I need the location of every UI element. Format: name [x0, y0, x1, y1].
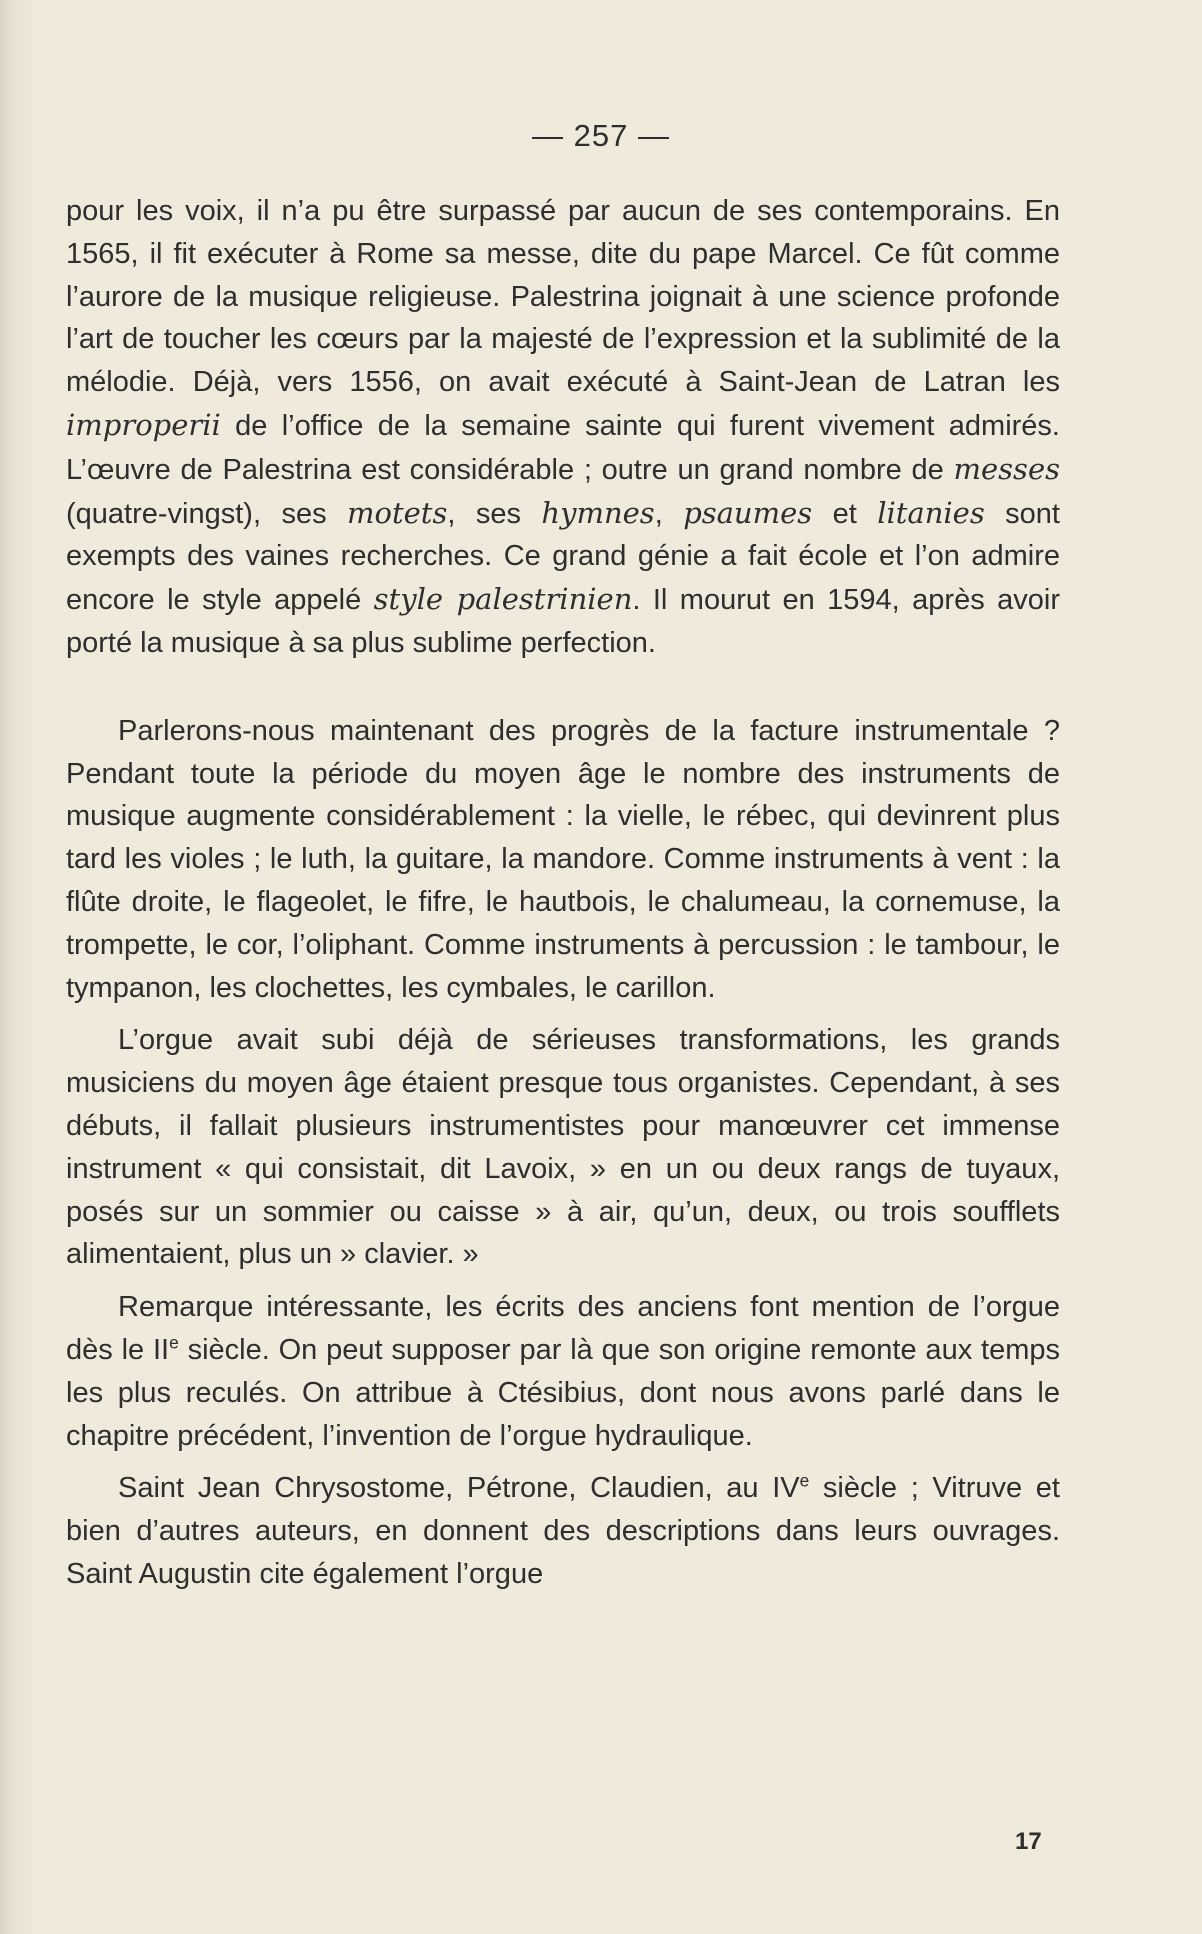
paragraph-orgue: L’orgue avait subi déjà de sérieuses transformations, les grands musiciens du moyen âge étaient presque tous organistes. Cependant, à ses débuts, il fallait plusieurs instrumentistes pour manœuvrer cet immense instrument « qui consistait, dit Lavoix, » en un ou deux rangs de tuyaux, posés sur un sommier ou caisse » à air, qu’un, deux, ou trois soufflets alimentaient, plus un » clavier. »: [66, 1024, 1060, 1271]
italic-term: litanies: [877, 495, 985, 530]
paragraph-instruments: Parlerons-nous maintenant des progrès de la facture instrumentale ? Pendant toute la période du moyen âge le nombre des instruments de musique augmente considérablement : la vielle, le rébec, qui devinrent plus tard les violes ; le luth, la guitare, la mandore. Comme instruments à vent : la flûte droite, le flageolet, le fifre, le hautbois, le chalumeau, la cornemuse, la trompette, le cor, l’oliphant. Comme instruments à percussion : le tambour, le tympanon, les clochettes, les cymbales, le carillon.: [66, 714, 1060, 1004]
paragraph-saint-jean: [66, 1467, 1060, 1595]
italic-term: style palestrinien: [373, 582, 633, 617]
italic-term: improperii: [66, 407, 221, 442]
italic-term: messes: [953, 451, 1060, 486]
italic-term: motets: [347, 495, 448, 530]
text-run: ,: [654, 497, 684, 530]
paragraph-remarque: [66, 1286, 1060, 1457]
text-run: siècle. On peut supposer par là que son origine remonte aux temps les plus reculés. On attribue à Ctésibius, dont nous avons parlé dans le chapitre précédent, l’invention de l’orgue hydraulique.: [66, 1333, 1060, 1452]
text-run: (quatre-vingst), ses: [66, 497, 348, 530]
text-run: Remarque intéressante, les écrits des anciens font mention de l’orgue dès le II: [66, 1291, 1060, 1366]
italic-term: hymnes: [541, 495, 655, 530]
text-run: sont exempts des vaines recherches. Ce grand génie a fait école et l’on admire encore le style appelé: [66, 497, 1060, 617]
superscript: e: [169, 1332, 179, 1353]
text-run: et: [812, 497, 878, 530]
page-number: — 257 —: [532, 118, 670, 153]
superscript: e: [799, 1470, 810, 1491]
signature-mark: 17: [1015, 1828, 1042, 1855]
text-run: pour les voix, il n’a pu être surpassé par aucun de ses contemporains. En 1565, il fit exécuter à Rome sa messe, dite du pape Marcel. Ce fût comme l’aurore de la musique religieuse. Palestrina joignait à une science profonde l’art de toucher les cœurs par la majesté de l’expression et la sublimité de la mélodie. Déjà, vers 1556, on avait exécuté à Saint-Jean de Latran les: [66, 195, 1060, 399]
body-text: [66, 190, 1060, 1596]
text-run: siècle ; Vitruve et bien d’autres auteurs, en donnent des descriptions dans leurs ouvrages. Saint Augustin cite également l’orgue: [66, 1472, 1060, 1590]
text-run: , ses: [447, 497, 542, 530]
italic-term: psaumes: [683, 495, 813, 530]
text-run: . Il mourut en 1594, après avoir porté la musique à sa plus sublime perfection.: [66, 584, 1060, 659]
text-run: de l’office de la semaine sainte qui furent vivement admirés. L’œuvre de Palestrina est considérable ; outre un grand nombre de: [66, 409, 1060, 486]
paragraph-palestrina: [66, 190, 1060, 665]
text-run: Saint Jean Chrysostome, Pétrone, Claudien, au IV: [118, 1472, 800, 1505]
